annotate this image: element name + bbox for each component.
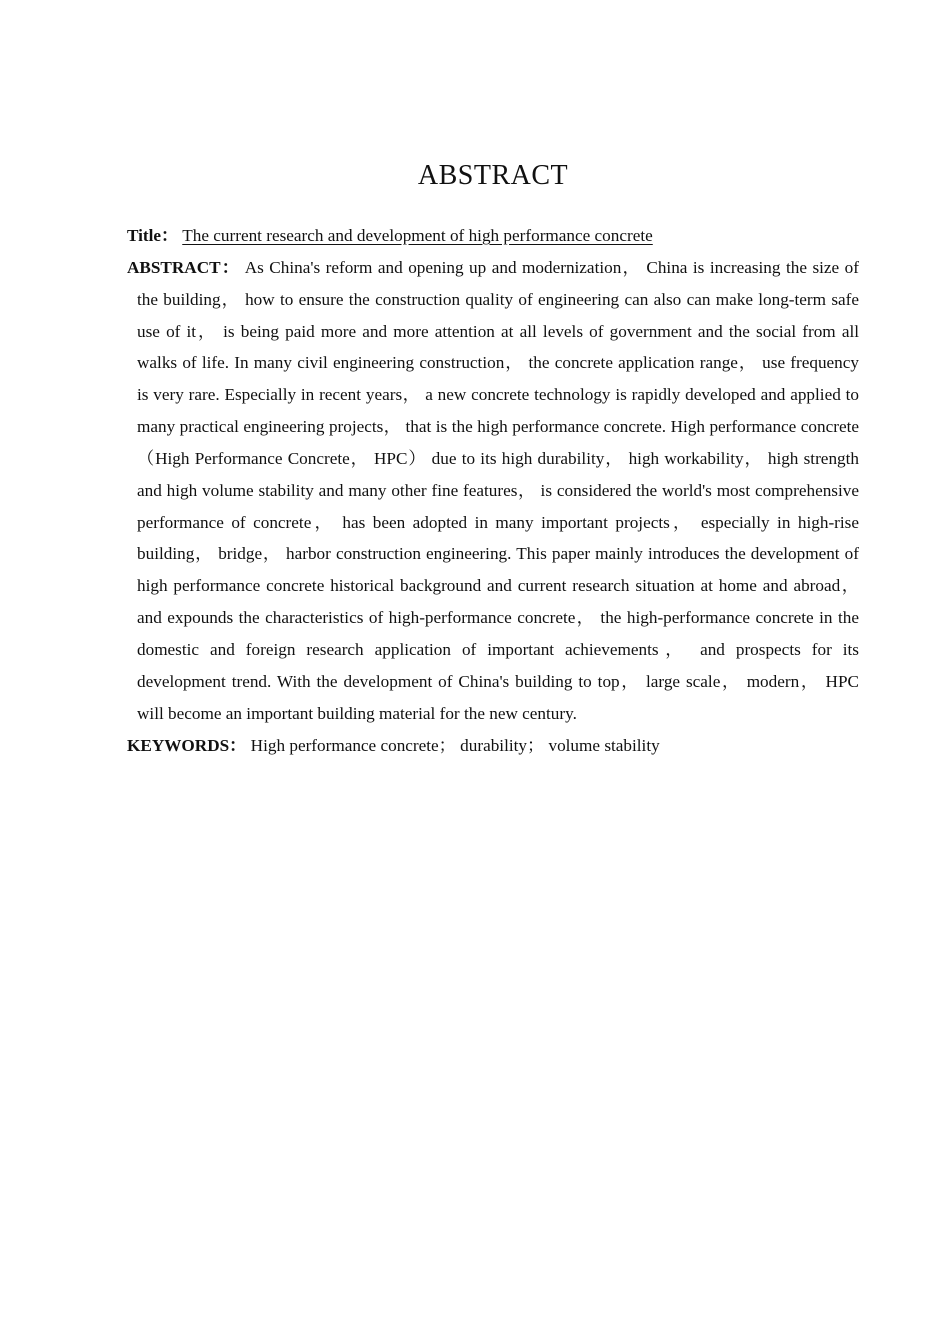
abstract-section	[127, 220, 859, 761]
abstract-label: ABSTRACT：	[127, 257, 241, 277]
page-heading: ABSTRACT	[417, 160, 569, 191]
keywords-line	[127, 730, 859, 762]
title-line	[127, 220, 859, 252]
abstract-body: As China's reform and opening up and modernization， China is increasing the size of the building， how to ensure the construction quality of engineering can also can make long-term safe use of it， is being paid more and more attention at all levels of government and the social from all walks of life. In many civil engineering construction， the concrete application range， use frequency is very rare. Especially in recent years， a new concrete technology is rapidly developed and applied to many practical engineering projects， that is the high performance concrete. High performance concrete （High Performance Concrete， HPC） due to its high durability， high workability， high strength and high volume stability and many other fine features， is considered the world's most comprehensive performance of concrete， has been adopted in many important projects， especially in high-rise building， bridge， harbor construction engineering. This paper mainly introduces the development of high performance concrete historical background and current research situation at home and abroad， and expounds the characteristics of high-performance concrete， the high-performance concrete in the domestic and foreign research application of important achievements， and prospects for its development trend. With the development of China's building to top， large scale， modern， HPC will become an important building material for the new century.	[137, 257, 859, 723]
keywords-text: High performance concrete； durability； volume stability	[250, 735, 660, 755]
abstract-paragraph	[127, 252, 859, 730]
paper-title: The current research and development of high performance concrete	[182, 226, 653, 245]
title-label: Title：	[127, 226, 179, 245]
keywords-label: KEYWORDS：	[127, 735, 247, 755]
